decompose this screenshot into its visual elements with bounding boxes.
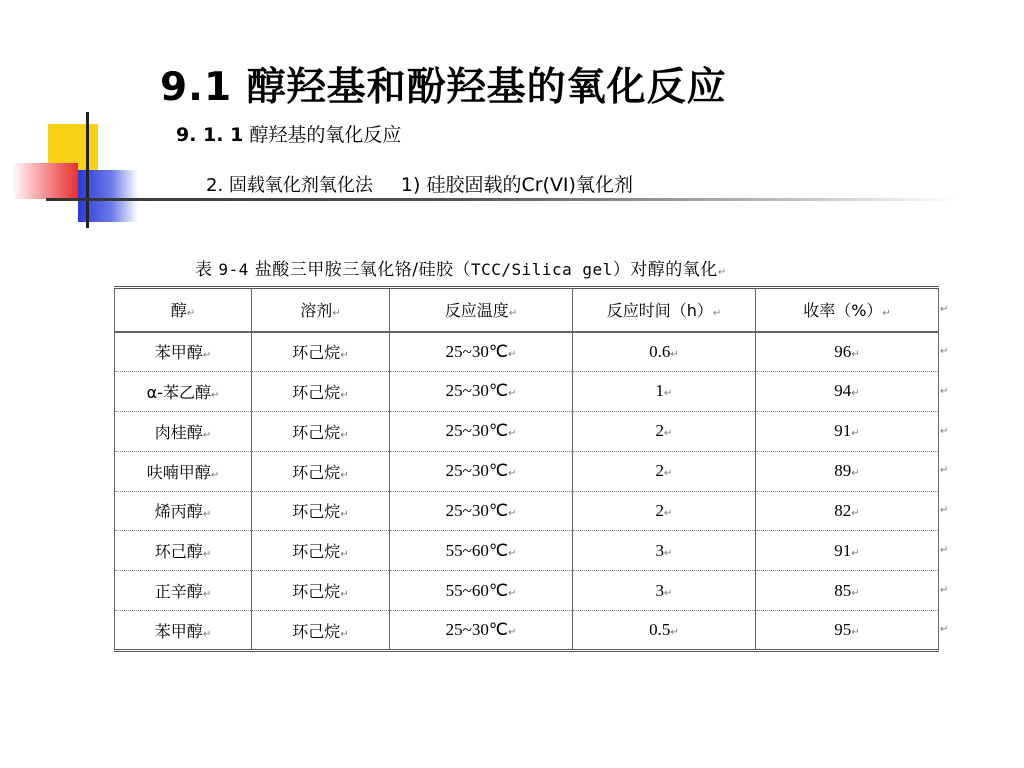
- table-cell: 环己烷↵: [252, 611, 390, 651]
- table-row: [115, 491, 939, 531]
- table-cell: 55~60℃↵: [390, 531, 573, 571]
- paragraph-mark: ↵: [717, 267, 727, 278]
- table-cell: 89↵: [756, 451, 939, 491]
- table-caption: [195, 255, 727, 280]
- table-row: [115, 371, 939, 411]
- table-cell: 环己烷↵: [252, 531, 390, 571]
- table-row: [115, 451, 939, 491]
- row-end-mark: ↵: [940, 425, 949, 437]
- table-caption-number: 9-4: [218, 260, 249, 279]
- table-cell: 环己烷↵: [252, 491, 390, 531]
- table-cell: 25~30℃↵: [390, 371, 573, 411]
- table-row: [115, 531, 939, 571]
- row-end-marks: [940, 286, 952, 652]
- table-cell: 3↵: [573, 571, 756, 611]
- method-line: [206, 170, 633, 197]
- oxidation-data-table: [114, 286, 939, 652]
- table-cell: 2↵: [573, 411, 756, 451]
- table-cell: 环己烷↵: [252, 411, 390, 451]
- table-cell: 烯丙醇↵: [115, 491, 252, 531]
- table-cell: 25~30℃↵: [390, 451, 573, 491]
- method-subheading: 1) 硅胶固载的Cr(VI)氧化剂: [400, 174, 633, 196]
- row-end-mark: ↵: [940, 346, 949, 357]
- table-caption-text-end: ）对醇的氧化: [612, 260, 718, 280]
- table-cell: 肉桂醇↵: [115, 411, 252, 451]
- table-cell: 环己烷↵: [252, 371, 390, 411]
- decorative-red-square: [12, 163, 78, 199]
- section-subtitle: [176, 120, 401, 147]
- decorative-horizontal-line: [46, 198, 960, 201]
- table-cell: 25~30℃↵: [390, 332, 573, 372]
- table-cell: 苯甲醇↵: [115, 611, 252, 651]
- table-caption-reagent: TCC/Silica gel: [470, 260, 613, 279]
- table-cell: 91↵: [756, 411, 939, 451]
- table-cell: 环己烷↵: [252, 451, 390, 491]
- table-cell: 正辛醇↵: [115, 571, 252, 611]
- table-row: [115, 611, 939, 651]
- table-cell: 25~30℃↵: [390, 411, 573, 451]
- table-cell: 25~30℃↵: [390, 611, 573, 651]
- table-cell: 55~60℃↵: [390, 571, 573, 611]
- section-subtitle-text: 醇羟基的氧化反应: [243, 124, 402, 146]
- table-caption-text: 盐酸三甲胺三氧化铬/硅胶（: [248, 260, 471, 280]
- header-cell: 反应时间（h）↵: [573, 288, 756, 332]
- table-cell: α-苯乙醇↵: [115, 371, 252, 411]
- table-cell: 85↵: [756, 571, 939, 611]
- table-cell: 95↵: [756, 611, 939, 651]
- row-end-mark: ↵: [940, 304, 949, 315]
- section-number: 9. 1. 1: [176, 124, 244, 146]
- row-end-mark: ↵: [940, 544, 949, 556]
- table-cell: 0.6↵: [573, 332, 756, 372]
- header-cell: 收率（%）↵: [756, 288, 939, 332]
- table-header-row: [115, 288, 939, 332]
- table-cell: 25~30℃↵: [390, 491, 573, 531]
- table-cell: 82↵: [756, 491, 939, 531]
- table-cell: 苯甲醇↵: [115, 332, 252, 372]
- header-cell: 醇↵: [115, 288, 252, 332]
- table-cell: 1↵: [573, 371, 756, 411]
- table-caption-prefix: 表: [195, 260, 219, 280]
- table-cell: 96↵: [756, 332, 939, 372]
- table-cell: 2↵: [573, 491, 756, 531]
- table-row: [115, 411, 939, 451]
- row-end-mark: ↵: [940, 584, 949, 596]
- table-row: [115, 571, 939, 611]
- table-cell: 环己烷↵: [252, 571, 390, 611]
- row-end-mark: ↵: [940, 505, 949, 516]
- method-heading: 2. 固载氧化剂氧化法: [206, 175, 373, 196]
- table-cell: 呋喃甲醇↵: [115, 451, 252, 491]
- table-row: [115, 332, 939, 372]
- table-cell: 2↵: [573, 451, 756, 491]
- header-cell: 反应温度↵: [390, 288, 573, 332]
- decorative-vertical-line: [86, 112, 89, 228]
- table-cell: 0.5↵: [573, 611, 756, 651]
- header-cell: 溶剂↵: [252, 288, 390, 332]
- table-cell: 3↵: [573, 531, 756, 571]
- row-end-mark: ↵: [940, 465, 949, 477]
- row-end-mark: ↵: [940, 385, 949, 397]
- table-cell: 91↵: [756, 531, 939, 571]
- table-cell: 环己烷↵: [252, 332, 390, 372]
- table-cell: 环己醇↵: [115, 531, 252, 571]
- row-end-mark: ↵: [940, 624, 949, 636]
- table-cell: 94↵: [756, 371, 939, 411]
- slide-title: 9.1 醇羟基和酚羟基的氧化反应: [160, 65, 727, 110]
